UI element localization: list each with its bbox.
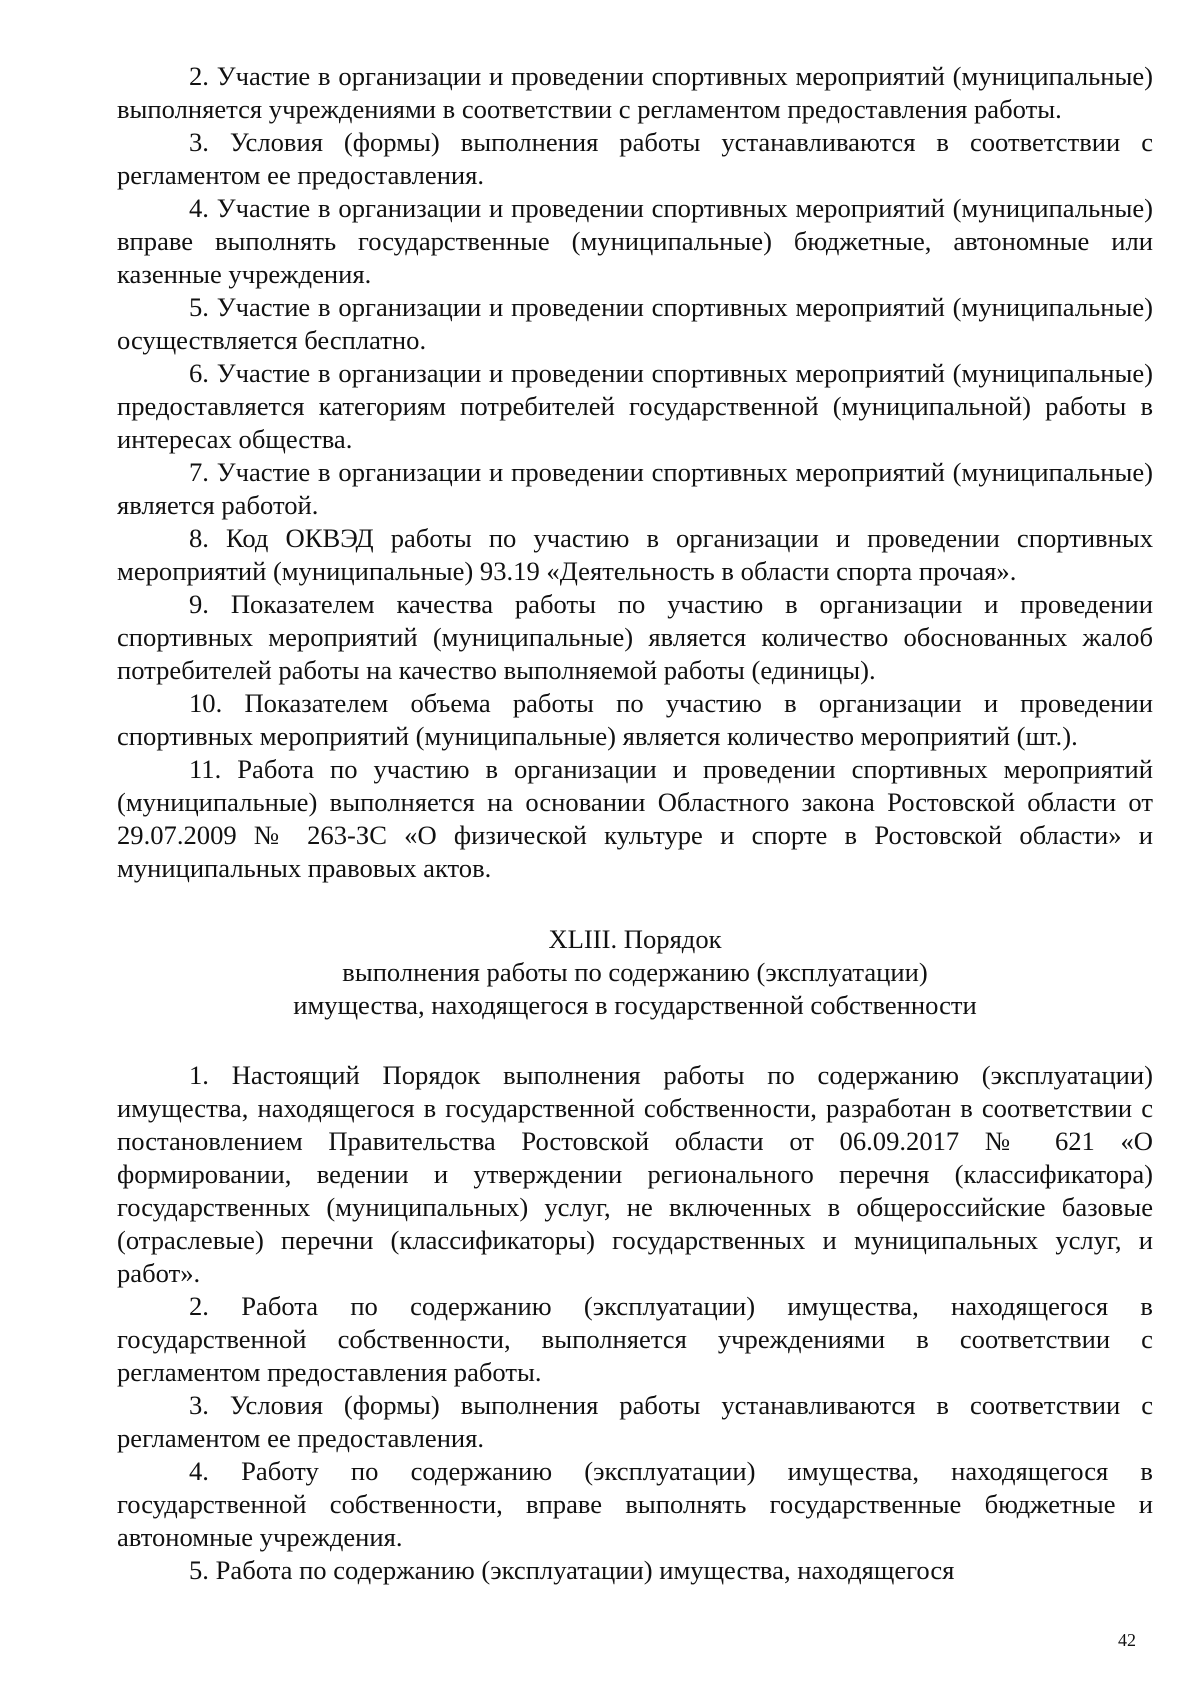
paragraph: 4. Работу по содержанию (эксплуатации) имущества, находящегося в государственной собственности, вправе выполнять государственные бюджетные и автономные учреждения. xyxy=(117,1456,1153,1552)
heading-line-title: XLIII. Порядок xyxy=(548,924,722,954)
paragraph: 7. Участие в организации и проведении спортивных мероприятий (муниципальные) является работой. xyxy=(117,457,1153,520)
heading-line-subtitle: выполнения работы по содержанию (эксплуатации) xyxy=(342,957,928,987)
document-page xyxy=(117,60,1153,1587)
paragraph: 8. Код ОКВЭД работы по участию в организации и проведении спортивных мероприятий (муниципальные) 93.19 «Деятельность в области спорта прочая». xyxy=(117,523,1153,586)
paragraph: 4. Участие в организации и проведении спортивных мероприятий (муниципальные) вправе выполнять государственные (муниципальные) бюджетные, автономные или казенные учреждения. xyxy=(117,193,1153,289)
paragraph: 1. Настоящий Порядок выполнения работы по содержанию (эксплуатации) имущества, находящегося в государственной собственности, разработан в соответствии с постановлением Правительства Ростовской области от 06.09.2017 № 621 «О формировании, ведении и утверждении регионального перечня (классификатора) государственных (муниципальных) услуг, не включенных в общероссийские базовые (отраслевые) перечни (классификаторы) государственных и муниципальных услуг, и работ». xyxy=(117,1060,1153,1288)
page-number: 42 xyxy=(1118,1630,1136,1650)
paragraph: 10. Показателем объема работы по участию в организации и проведении спортивных мероприятий (муниципальные) является количество мероприятий (шт.). xyxy=(117,688,1153,751)
paragraph: 6. Участие в организации и проведении спортивных мероприятий (муниципальные) предоставляется категориям потребителей государственной (муниципальной) работы в интересах общества. xyxy=(117,358,1153,454)
paragraph: 5. Участие в организации и проведении спортивных мероприятий (муниципальные) осуществляется бесплатно. xyxy=(117,292,1153,355)
paragraph: 2. Участие в организации и проведении спортивных мероприятий (муниципальные) выполняется учреждениями в соответствии с регламентом предоставления работы. xyxy=(117,61,1153,124)
heading-line-subtitle: имущества, находящегося в государственной собственности xyxy=(293,990,977,1020)
paragraph: 2. Работа по содержанию (эксплуатации) имущества, находящегося в государственной собственности, выполняется учреждениями в соответствии с регламентом предоставления работы. xyxy=(117,1291,1153,1387)
paragraph: 5. Работа по содержанию (эксплуатации) имущества, находящегося xyxy=(189,1555,955,1585)
paragraph: 9. Показателем качества работы по участию в организации и проведении спортивных мероприятий (муниципальные) является количество обоснованных жалоб потребителей работы на качество выполняемой работы (единицы). xyxy=(117,589,1153,685)
section-property-maintenance xyxy=(117,1059,1153,1587)
paragraph: 3. Условия (формы) выполнения работы устанавливаются в соответствии с регламентом ее предоставления. xyxy=(117,1390,1153,1453)
section-heading xyxy=(117,923,1153,1022)
paragraph: 11. Работа по участию в организации и проведении спортивных мероприятий (муниципальные) выполняется на основании Областного закона Ростовской области от 29.07.2009 № 263-ЗС «О физической культуре и спорте в Ростовской области» и муниципальных правовых актов. xyxy=(117,754,1153,883)
section-sport-events xyxy=(117,60,1153,885)
paragraph: 3. Условия (формы) выполнения работы устанавливаются в соответствии с регламентом ее предоставления. xyxy=(117,127,1153,190)
